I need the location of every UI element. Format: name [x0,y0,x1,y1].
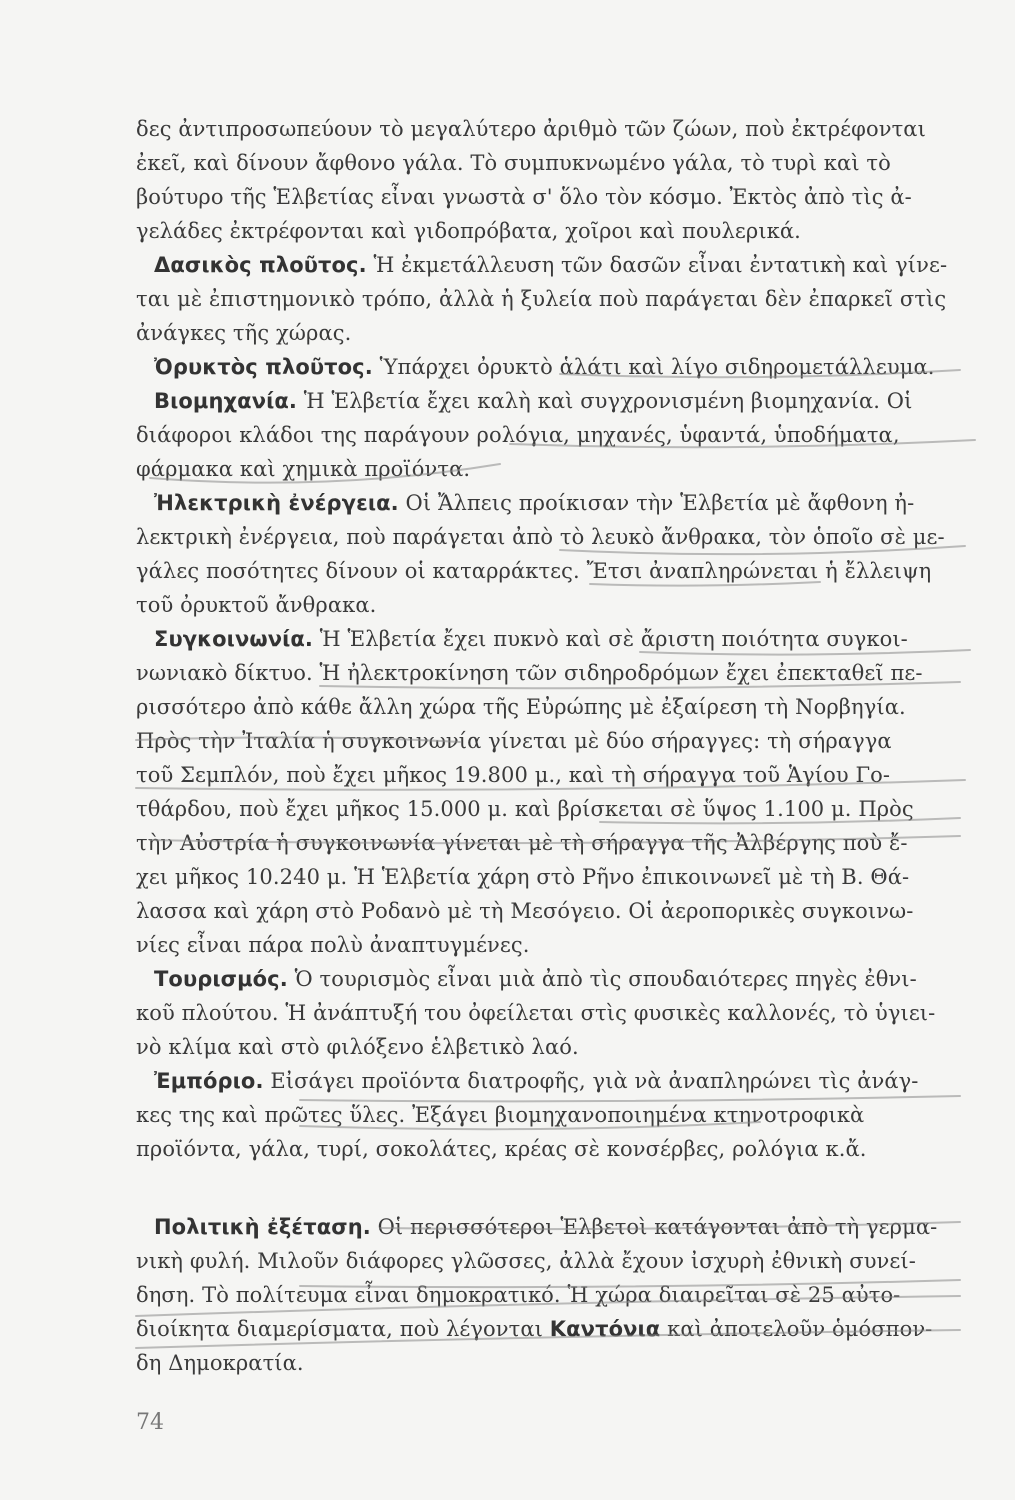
section-heading: Ἐμπόριο. [154,1069,264,1093]
line-text: ρισσότερο ἀπὸ κάθε ἄλλη χώρα τῆς Εὐρώπης μὲ ἐξαίρεση τὴ Νορβηγία. [136,695,906,719]
line-text: τθάρδου, ποὺ ἔχει μῆκος 15.000 μ. καὶ βρίσκεται σὲ ὕψος 1.100 μ. Πρὸς [136,797,914,821]
section-trade [136,1064,966,1098]
line-text: βούτυρο τῆς Ἑλβετίας εἶναι γνωστὰ σ' ὅλο τὸν κόσμο. Ἐκτὸς ἀπὸ τὶς ἀ- [136,185,912,209]
text-line [136,1098,966,1132]
line-text: φάρμακα καὶ χημικὰ προϊόντα. [136,457,471,481]
line-text: λασσα καὶ χάρη στὸ Ροδανὸ μὲ τὴ Μεσόγειο. Οἱ ἀεροπορικὲς συγκοινω- [136,899,914,923]
text-block [136,112,966,1380]
text-line [136,758,966,792]
section-industry [136,384,966,418]
section-heading: Ἠλεκτρικὴ ἐνέργεια. [154,491,399,515]
text-line [136,146,966,180]
section-heading: Δασικὸς πλοῦτος. [154,253,367,277]
line-text: Οἱ περισσότεροι Ἑλβετοὶ κατάγονται ἀπὸ τὴ γερμα- [370,1215,938,1239]
line-text: προϊόντα, γάλα, τυρί, σοκολάτες, κρέας σὲ κονσέρβες, ρολόγια κ.ἄ. [136,1137,867,1161]
line-text: ται μὲ ἐπιστημονικὸ τρόπο, ἀλλὰ ἡ ξυλεία ποὺ παράγεται δὲν ἐπαρκεῖ στὶς [136,287,947,311]
text-line [136,1312,966,1346]
text-line [136,214,966,248]
section-heading: Ὀρυκτὸς πλοῦτος. [154,355,373,379]
section-heading: Πολιτικὴ ἐξέταση. [154,1215,371,1239]
line-text: χει μῆκος 10.240 μ. Ἡ Ἑλβετία χάρη στὸ Ρῆνο ἐπικοινωνεῖ μὲ τὴ Β. Θά- [136,865,910,889]
line-text: δηση. Τὸ πολίτευμα εἶναι δημοκρατικό. Ἡ χώρα διαιρεῖται σὲ 25 αὐτο- [136,1283,901,1307]
line-text: Ὑπάρχει ὀρυκτὸ ἁλάτι καὶ λίγο σιδηρομετάλλευμα. [372,355,935,379]
text-line [136,588,966,622]
text-line [136,656,966,690]
section-transport [136,622,966,656]
line-text: Πρὸς τὴν Ἰταλία ἡ συγκοινωνία γίνεται μὲ δύο σήραγγες: τὴ σήραγγα [136,729,892,753]
line-text: νὸ κλίμα καὶ στὸ φιλόξενο ἑλβετικὸ λαό. [136,1035,579,1059]
bold-term: Καντόνια [549,1317,661,1341]
text-line [136,1278,966,1312]
text-line [136,316,966,350]
text-line [136,180,966,214]
section-heading: Τουρισμός. [154,967,288,991]
line-text: νικὴ φυλή. Μιλοῦν διάφορες γλῶσσες, ἀλλὰ ἔχουν ἰσχυρὴ ἐθνικὴ συνεί- [136,1249,916,1273]
text-line [136,520,966,554]
line-text: τὴν Αὐστρία ἡ συγκοινωνία γίνεται μὲ τὴ σήραγγα τῆς Ἀλβέργης ποὺ ἔ- [136,831,908,855]
line-text: γελάδες ἐκτρέφονται καὶ γιδοπρόβατα, χοῖροι καὶ πουλερικά. [136,219,801,243]
section-tourism [136,962,966,996]
text-line [136,860,966,894]
line-text: διάφοροι κλάδοι της παράγουν ρολόγια, μηχανές, ὑφαντά, ὑποδήματα, [136,423,900,447]
text-line [136,282,966,316]
text-line [136,724,966,758]
line-text: τοῦ ὀρυκτοῦ ἄνθρακα. [136,593,377,617]
text-line [136,928,966,962]
line-text: ἀνάγκες τῆς χώρας. [136,321,352,345]
section-electricity [136,486,966,520]
text-line [136,1346,966,1380]
text-line [136,1132,966,1166]
text-line [136,1030,966,1064]
line-text: ἐκεῖ, καὶ δίνουν ἄφθονο γάλα. Τὸ συμπυκνωμένο γάλα, τὸ τυρὶ καὶ τὸ [136,151,891,175]
line-text: λεκτρικὴ ἐνέργεια, ποὺ παράγεται ἀπὸ τὸ λευκὸ ἄνθρακα, τὸν ὁποῖο σὲ με- [136,525,945,549]
line-text: δη Δημοκρατία. [136,1351,304,1375]
line-text: δες ἀντιπροσωπεύουν τὸ μεγαλύτερο ἀριθμὸ τῶν ζώων, ποὺ ἐκτρέφονται [136,117,926,141]
line-text: διοίκητα διαμερίσματα, ποὺ λέγονται [136,1317,550,1341]
line-text: γάλες ποσότητες δίνουν οἱ καταρράκτες. Ἔτσι ἀναπληρώνεται ἡ ἔλλειψη [136,559,932,583]
line-text: καὶ ἀποτελοῦν ὁμόσπον- [660,1317,933,1341]
page-number: 74 [136,1410,164,1435]
text-line [136,1244,966,1278]
line-text: νίες εἶναι πάρα πολὺ ἀναπτυγμένες. [136,933,530,957]
line-text: κες της καὶ πρῶτες ὕλες. Ἐξάγει βιομηχανοποιημένα κτηνοτροφικὰ [136,1103,865,1127]
line-text: τοῦ Σεμπλόν, ποὺ ἔχει μῆκος 19.800 μ., καὶ τὴ σήραγγα τοῦ Ἁγίου Γο- [136,763,891,787]
line-text: Εἰσάγει προϊόντα διατροφῆς, γιὰ νὰ ἀναπληρώνει τὶς ἀνάγ- [263,1069,919,1093]
text-line [136,894,966,928]
text-line [136,792,966,826]
section-gap [136,1166,966,1210]
text-line [136,112,966,146]
line-text: νωνιακὸ δίκτυο. Ἡ ἠλεκτροκίνηση τῶν σιδηροδρόμων ἔχει ἐπεκταθεῖ πε- [136,661,923,685]
line-text: Ἡ Ἑλβετία ἔχει πυκνὸ καὶ σὲ ἄριστη ποιότητα συγκοι- [313,627,908,651]
line-text: Οἱ Ἄλπεις προίκισαν τὴν Ἑλβετία μὲ ἄφθονη ἠ- [398,491,915,515]
line-text: κοῦ πλούτου. Ἡ ἀνάπτυξή του ὀφείλεται στὶς φυσικὲς καλλονές, τὸ ὑγιει- [136,1001,936,1025]
text-line [136,554,966,588]
line-text: Ἡ ἐκμετάλλευση τῶν δασῶν εἶναι ἐντατικὴ καὶ γίνε- [366,253,948,277]
line-text: Ἡ Ἑλβετία ἔχει καλὴ καὶ συγχρονισμένη βιομηχανία. Οἱ [296,389,913,413]
text-line [136,418,966,452]
section-forest [136,248,966,282]
text-line [136,826,966,860]
section-minerals [136,350,966,384]
text-line [136,690,966,724]
section-heading: Βιομηχανία. [154,389,297,413]
text-line [136,452,966,486]
section-heading: Συγκοινωνία. [154,627,314,651]
text-line [136,996,966,1030]
line-text: Ὁ τουρισμὸς εἶναι μιὰ ἀπὸ τὶς σπουδαιότερες πηγὲς ἐθνι- [287,967,917,991]
section-politics [136,1210,966,1244]
